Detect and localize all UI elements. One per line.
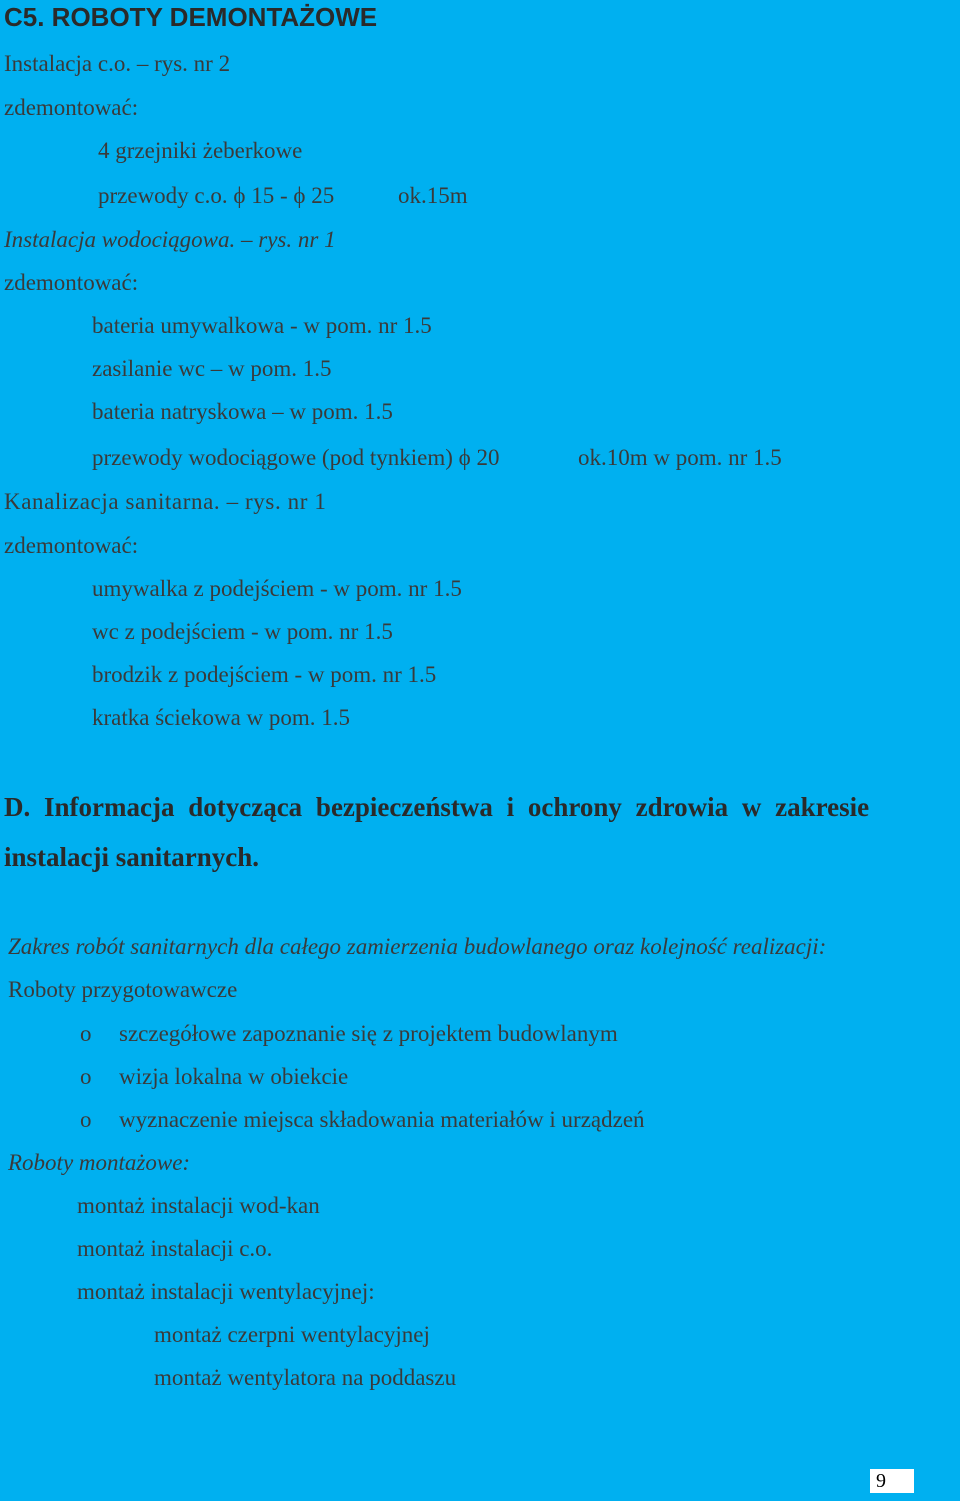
kan-item: brodzik z podejściem - w pom. nr 1.5 [92, 662, 437, 687]
bullet-marker: o [80, 1107, 92, 1132]
wod-item: bateria natryskowa – w pom. 1.5 [92, 399, 393, 424]
wod-action: zdemontować: [4, 270, 139, 295]
mont-item: montaż instalacji wod-kan [77, 1193, 320, 1218]
wod-pipes-note: ok.10m w pom. nr 1.5 [578, 445, 782, 470]
wod-title: Instalacja wodociągowa. – rys. nr 1 [4, 227, 336, 252]
prep-item: szczegółowe zapoznanie się z projektem budowlanym [119, 1021, 618, 1046]
co-item: przewody c.o. ϕ 15 - ϕ 25 [98, 183, 335, 208]
wod-item: zasilanie wc – w pom. 1.5 [92, 356, 332, 381]
prep-title: Roboty przygotowawcze [8, 977, 238, 1002]
co-title: Instalacja c.o. – rys. nr 2 [4, 51, 231, 76]
kan-item: wc z podejściem - w pom. nr 1.5 [92, 619, 393, 644]
co-length: ok.15m [398, 183, 468, 208]
went-item: montaż wentylatora na poddaszu [154, 1365, 457, 1390]
kan-item: kratka ściekowa w pom. 1.5 [92, 705, 351, 730]
section-heading-d-continued: instalacji sanitarnych. [4, 842, 260, 872]
mont-item: montaż instalacji wentylacyjnej: [77, 1279, 375, 1304]
wod-item: bateria umywalkowa - w pom. nr 1.5 [92, 313, 432, 338]
prep-item: wyznaczenie miejsca składowania materiałów i urządzeń [119, 1107, 645, 1132]
kan-action: zdemontować: [4, 533, 139, 558]
mont-title: Roboty montażowe: [8, 1150, 191, 1175]
co-action: zdemontować: [4, 95, 139, 120]
prep-item: wizja lokalna w obiekcie [119, 1064, 349, 1089]
went-item: montaż czerpni wentylacyjnej [154, 1322, 430, 1347]
page-number: 9 [870, 1469, 914, 1493]
section-heading-c5: C5. ROBOTY DEMONTAŻOWE [4, 2, 378, 32]
bullet-marker: o [80, 1021, 92, 1046]
zakres-title: Zakres robót sanitarnych dla całego zamierzenia budowlanego oraz kolejność realizacji: [8, 934, 827, 959]
wod-item: przewody wodociągowe (pod tynkiem) ϕ 20 [92, 445, 500, 470]
section-heading-d: D. Informacja dotycząca bezpieczeństwa i ochrony zdrowia w zakresie [4, 792, 870, 822]
co-item: 4 grzejniki żeberkowe [98, 138, 303, 163]
kan-title: Kanalizacja sanitarna. – rys. nr 1 [4, 489, 327, 514]
kan-item: umywalka z podejściem - w pom. nr 1.5 [92, 576, 462, 601]
bullet-marker: o [80, 1064, 92, 1089]
mont-item: montaż instalacji c.o. [77, 1236, 273, 1261]
